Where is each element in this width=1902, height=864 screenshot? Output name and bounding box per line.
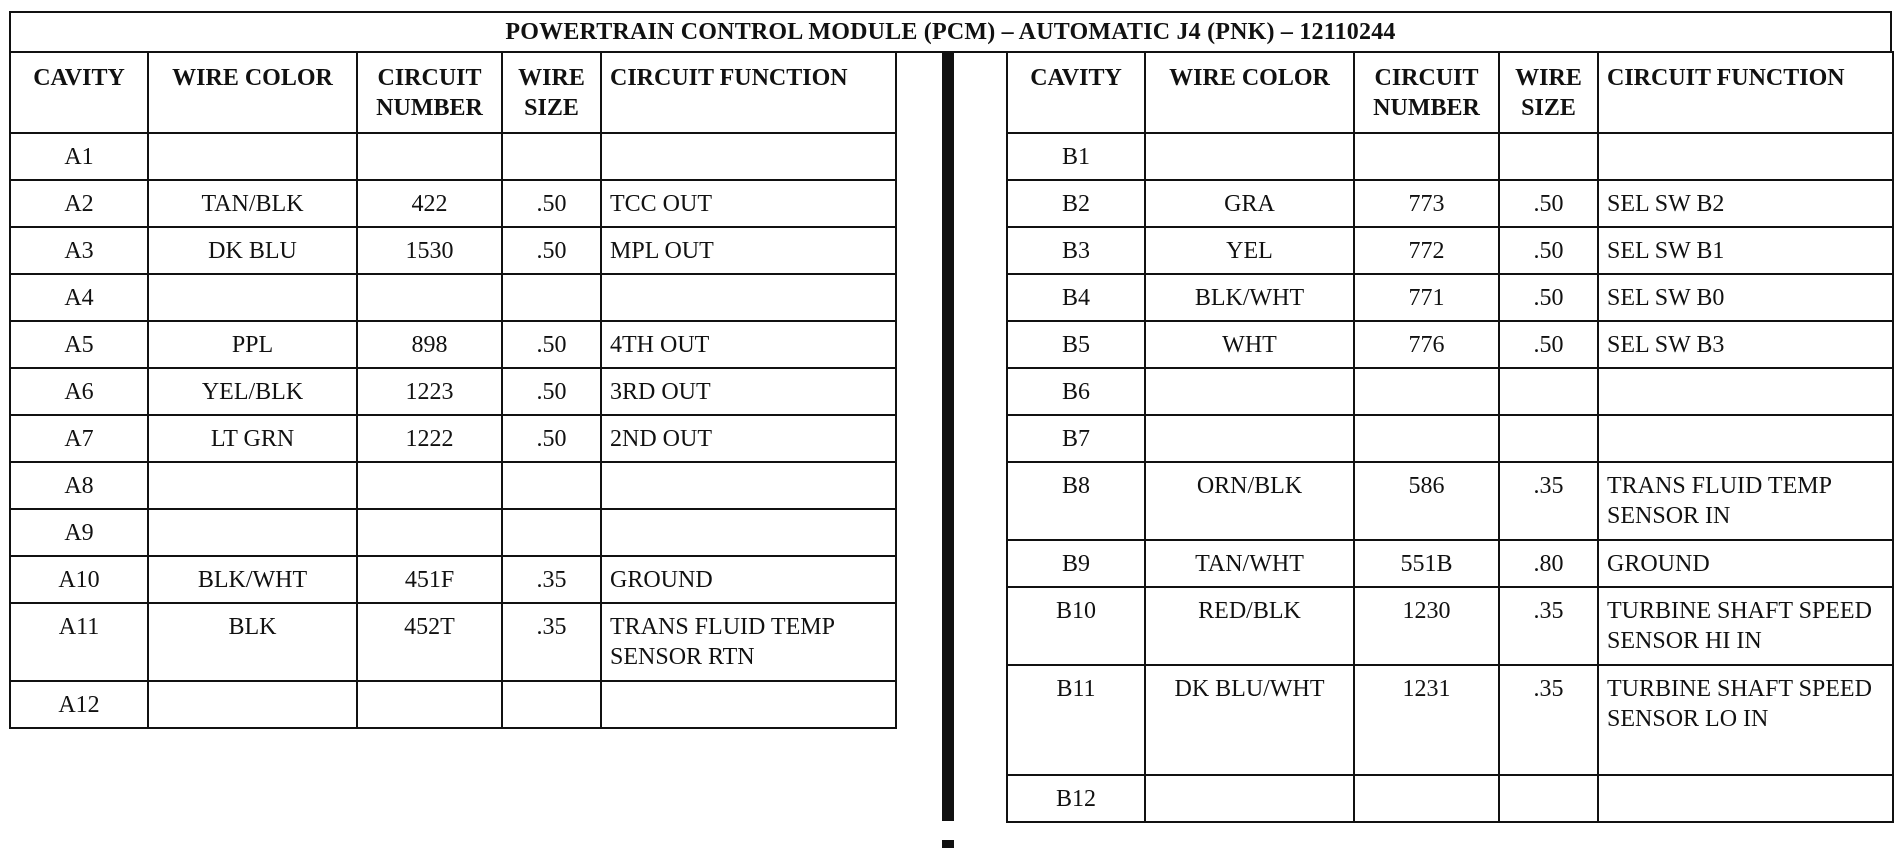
table-row	[10, 274, 896, 321]
circuit-function-cell	[601, 133, 896, 180]
wire-size-cell: .35	[1499, 462, 1598, 540]
circuit-function-cell: TURBINE SHAFT SPEED SENSOR HI IN	[1598, 587, 1893, 665]
wire-size-cell: .35	[1499, 665, 1598, 775]
circuit-number-cell: 1231	[1354, 665, 1499, 775]
right-pinout-table	[1006, 51, 1894, 823]
circuit-number-cell: 1222	[357, 415, 502, 462]
circuit-number-cell	[357, 681, 502, 728]
wire-size-cell: .50	[502, 227, 601, 274]
cavity-cell: B8	[1007, 462, 1145, 540]
table-row	[10, 509, 896, 556]
circuit-function-cell: 2ND OUT	[601, 415, 896, 462]
header-circuit-function: CIRCUIT FUNCTION	[601, 52, 896, 133]
cavity-cell: A5	[10, 321, 148, 368]
table-row	[10, 180, 896, 227]
header-wire-size: WIRE SIZE	[1499, 52, 1598, 133]
wire-color-cell: TAN/BLK	[148, 180, 357, 227]
table-row	[1007, 321, 1893, 368]
table-row	[1007, 665, 1893, 775]
cavity-cell: A6	[10, 368, 148, 415]
wire-size-cell	[1499, 415, 1598, 462]
wire-color-cell: PPL	[148, 321, 357, 368]
divider-dash	[942, 840, 954, 848]
circuit-number-cell	[1354, 415, 1499, 462]
circuit-function-cell: TRANS FLUID TEMP SENSOR IN	[1598, 462, 1893, 540]
table-row	[1007, 133, 1893, 180]
header-wire-size: WIRE SIZE	[502, 52, 601, 133]
wire-size-cell: .50	[1499, 180, 1598, 227]
circuit-number-cell: 586	[1354, 462, 1499, 540]
circuit-number-cell: 1223	[357, 368, 502, 415]
circuit-function-cell	[1598, 775, 1893, 822]
table-row	[1007, 540, 1893, 587]
cavity-cell: A9	[10, 509, 148, 556]
center-divider	[942, 51, 954, 821]
header-circuit-number: CIRCUIT NUMBER	[1354, 52, 1499, 133]
header-cavity: CAVITY	[10, 52, 148, 133]
header-wire-color: WIRE COLOR	[148, 52, 357, 133]
wire-color-cell	[148, 462, 357, 509]
wire-size-cell: .35	[1499, 587, 1598, 665]
table-title: POWERTRAIN CONTROL MODULE (PCM) – AUTOMATIC J4 (PNK) – 12110244	[9, 11, 1892, 53]
circuit-function-cell: SEL SW B1	[1598, 227, 1893, 274]
cavity-cell: B2	[1007, 180, 1145, 227]
circuit-number-cell	[1354, 775, 1499, 822]
wire-color-cell	[148, 274, 357, 321]
wire-size-cell: .50	[502, 368, 601, 415]
header-circuit-number: CIRCUIT NUMBER	[357, 52, 502, 133]
table-row	[10, 133, 896, 180]
table-row	[1007, 180, 1893, 227]
cavity-cell: B3	[1007, 227, 1145, 274]
circuit-number-cell	[1354, 368, 1499, 415]
circuit-function-cell	[601, 509, 896, 556]
header-wire-color: WIRE COLOR	[1145, 52, 1354, 133]
wire-color-cell	[1145, 368, 1354, 415]
circuit-number-cell: 898	[357, 321, 502, 368]
table-row	[1007, 368, 1893, 415]
header-row	[10, 52, 896, 133]
table-row	[10, 603, 896, 681]
wire-color-cell: WHT	[1145, 321, 1354, 368]
cavity-cell: B6	[1007, 368, 1145, 415]
circuit-number-cell: 771	[1354, 274, 1499, 321]
cavity-cell: A7	[10, 415, 148, 462]
circuit-number-cell: 772	[1354, 227, 1499, 274]
wire-size-cell	[1499, 775, 1598, 822]
cavity-cell: B4	[1007, 274, 1145, 321]
table-row	[10, 227, 896, 274]
wire-size-cell: .50	[1499, 227, 1598, 274]
cavity-cell: B11	[1007, 665, 1145, 775]
circuit-number-cell	[1354, 133, 1499, 180]
wire-color-cell: BLK/WHT	[148, 556, 357, 603]
wire-size-cell: .35	[502, 603, 601, 681]
circuit-number-cell: 451F	[357, 556, 502, 603]
header-cavity: CAVITY	[1007, 52, 1145, 133]
table-row	[1007, 415, 1893, 462]
wire-color-cell: LT GRN	[148, 415, 357, 462]
circuit-function-cell	[1598, 415, 1893, 462]
circuit-function-cell: SEL SW B0	[1598, 274, 1893, 321]
circuit-function-cell: GROUND	[601, 556, 896, 603]
circuit-number-cell	[357, 509, 502, 556]
wire-size-cell	[502, 133, 601, 180]
wire-color-cell	[148, 509, 357, 556]
wire-size-cell	[1499, 133, 1598, 180]
wire-size-cell: .50	[1499, 274, 1598, 321]
circuit-number-cell	[357, 133, 502, 180]
cavity-cell: A4	[10, 274, 148, 321]
table-row	[1007, 227, 1893, 274]
wire-color-cell	[148, 681, 357, 728]
table-row	[1007, 462, 1893, 540]
wire-color-cell	[1145, 775, 1354, 822]
wire-color-cell: TAN/WHT	[1145, 540, 1354, 587]
circuit-function-cell: MPL OUT	[601, 227, 896, 274]
wire-size-cell	[502, 274, 601, 321]
circuit-number-cell: 1230	[1354, 587, 1499, 665]
circuit-number-cell: 551B	[1354, 540, 1499, 587]
wire-color-cell	[1145, 415, 1354, 462]
wire-size-cell	[502, 681, 601, 728]
wire-size-cell: .35	[502, 556, 601, 603]
wire-color-cell	[148, 133, 357, 180]
cavity-cell: B12	[1007, 775, 1145, 822]
cavity-cell: A8	[10, 462, 148, 509]
table-row	[10, 681, 896, 728]
circuit-number-cell	[357, 462, 502, 509]
header-row	[1007, 52, 1893, 133]
circuit-function-cell: GROUND	[1598, 540, 1893, 587]
cavity-cell: B7	[1007, 415, 1145, 462]
table-row	[10, 556, 896, 603]
table-row	[1007, 274, 1893, 321]
cavity-cell: B1	[1007, 133, 1145, 180]
table-row	[10, 415, 896, 462]
wire-size-cell: .50	[502, 321, 601, 368]
circuit-number-cell: 452T	[357, 603, 502, 681]
wire-size-cell: .50	[502, 180, 601, 227]
header-circuit-function: CIRCUIT FUNCTION	[1598, 52, 1893, 133]
cavity-cell: B9	[1007, 540, 1145, 587]
cavity-cell: A12	[10, 681, 148, 728]
wire-size-cell: .50	[1499, 321, 1598, 368]
circuit-function-cell: TURBINE SHAFT SPEED SENSOR LO IN	[1598, 665, 1893, 775]
wire-size-cell	[1499, 368, 1598, 415]
table-row	[10, 462, 896, 509]
circuit-function-cell	[601, 462, 896, 509]
circuit-function-cell: SEL SW B2	[1598, 180, 1893, 227]
wire-color-cell	[1145, 133, 1354, 180]
wire-size-cell	[502, 509, 601, 556]
cavity-cell: A11	[10, 603, 148, 681]
table-row	[1007, 587, 1893, 665]
circuit-function-cell: 4TH OUT	[601, 321, 896, 368]
table-row	[10, 368, 896, 415]
wire-color-cell: BLK/WHT	[1145, 274, 1354, 321]
cavity-cell: A3	[10, 227, 148, 274]
left-pinout-table	[9, 51, 897, 729]
circuit-function-cell	[1598, 368, 1893, 415]
circuit-number-cell: 773	[1354, 180, 1499, 227]
wire-size-cell: .80	[1499, 540, 1598, 587]
table-row	[10, 321, 896, 368]
wire-color-cell: BLK	[148, 603, 357, 681]
wire-color-cell: DK BLU	[148, 227, 357, 274]
wire-color-cell: ORN/BLK	[1145, 462, 1354, 540]
circuit-number-cell: 776	[1354, 321, 1499, 368]
wire-color-cell: RED/BLK	[1145, 587, 1354, 665]
circuit-function-cell: TRANS FLUID TEMP SENSOR RTN	[601, 603, 896, 681]
circuit-function-cell	[601, 274, 896, 321]
circuit-function-cell: SEL SW B3	[1598, 321, 1893, 368]
cavity-cell: A1	[10, 133, 148, 180]
circuit-function-cell	[1598, 133, 1893, 180]
circuit-function-cell: 3RD OUT	[601, 368, 896, 415]
wire-color-cell: YEL/BLK	[148, 368, 357, 415]
circuit-number-cell: 422	[357, 180, 502, 227]
cavity-cell: B5	[1007, 321, 1145, 368]
wire-color-cell: DK BLU/WHT	[1145, 665, 1354, 775]
circuit-function-cell	[601, 681, 896, 728]
cavity-cell: A2	[10, 180, 148, 227]
cavity-cell: B10	[1007, 587, 1145, 665]
wire-size-cell	[502, 462, 601, 509]
circuit-number-cell: 1530	[357, 227, 502, 274]
wire-color-cell: GRA	[1145, 180, 1354, 227]
circuit-number-cell	[357, 274, 502, 321]
wire-size-cell: .50	[502, 415, 601, 462]
wire-color-cell: YEL	[1145, 227, 1354, 274]
table-row	[1007, 775, 1893, 822]
cavity-cell: A10	[10, 556, 148, 603]
circuit-function-cell: TCC OUT	[601, 180, 896, 227]
